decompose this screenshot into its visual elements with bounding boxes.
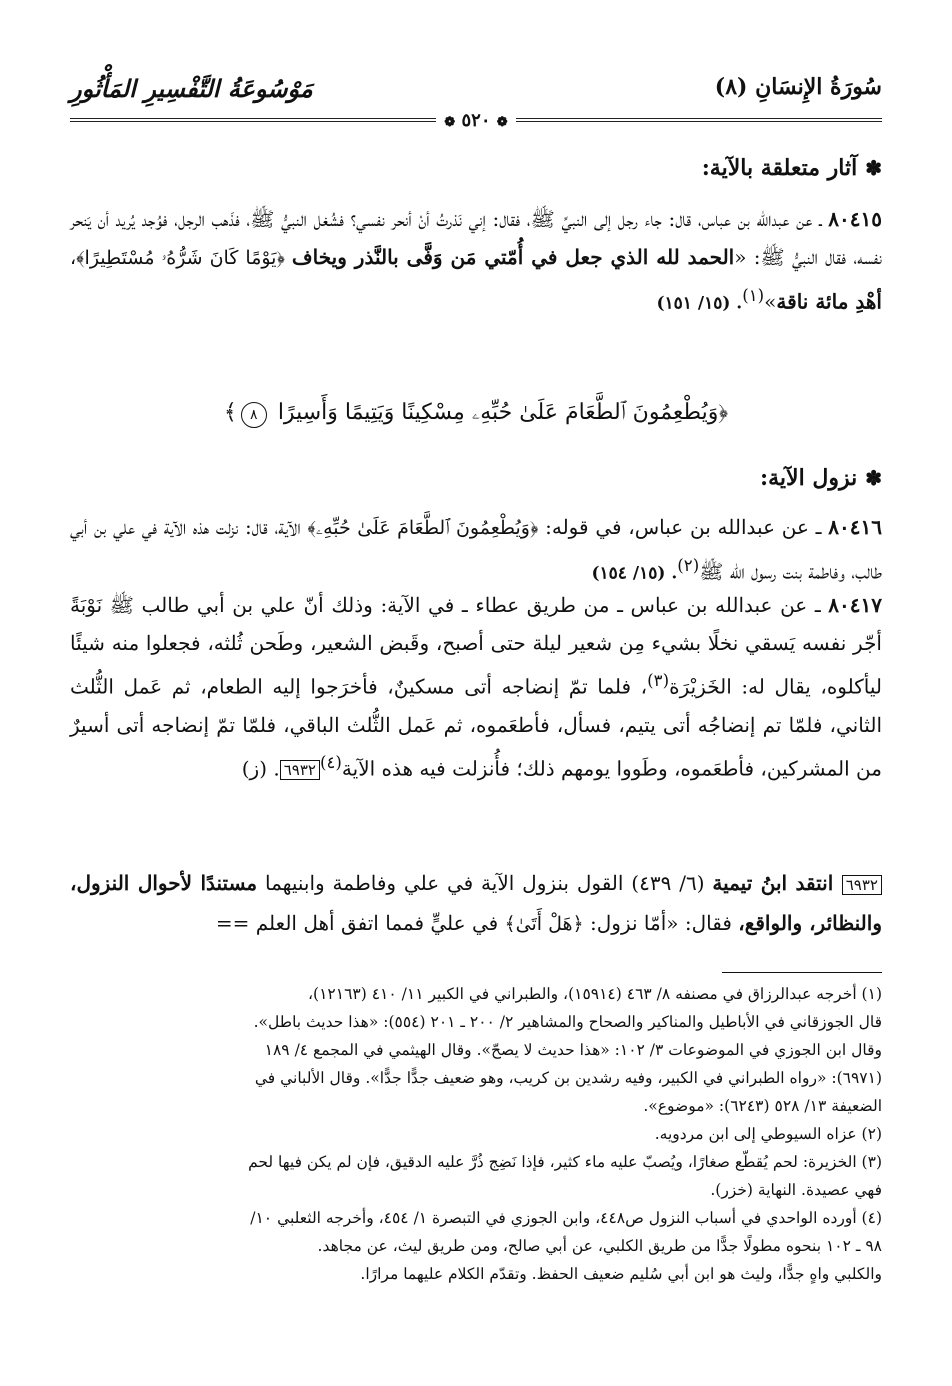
section-heading: ✽آثار متعلقة بالآية: (701, 155, 882, 181)
footnote-line: فهي عصيدة. النهاية (خزر). (710, 1181, 882, 1199)
athar-number: ٨٠٤١٥ (828, 207, 882, 231)
footnote-line: الضعيفة ١٣/ ٥٢٨ (٦٢٤٣): «موضوع». (643, 1097, 882, 1115)
footnote-line: والكلبي واهٍ جدًّا، وليث هو ابن أبي سُليم ضعيف الحفظ. وتقدّم الكلام عليهما مرارًا. (360, 1265, 882, 1283)
section-heading: ✽نزول الآية: (760, 465, 882, 491)
footnotes (70, 980, 882, 1288)
quran-quote: ﴿وَيُطْعِمُونَ ٱلطَّعَامَ عَلَىٰ حُبِّهِۦ﴾ (307, 517, 539, 539)
footnote-line: وقال ابن الجوزي في الموضوعات ٣/ ١٠٢: «هذا حديث لا يصحّ». وقال الهيثمي في المجمع ٤/ ١٨٩ (264, 1041, 882, 1059)
footnote-line: (٦٩٧١): «رواه الطبراني في الكبير، وفيه رشدين بن كريب، وهو ضعيف جدًّا جدًّا». وقال الألباني في (254, 1069, 882, 1087)
scholar-note: ٦٩٣٢ انتقد ابنُ تيمية (٦/ ٤٣٩) القول بنزول الآية في علي وفاطمة وابنيهما مستندًا لأحوال النزول، والنظائر، والواقع، فقال: «أمّا نزول: ﴿هَلْ أَتَىٰ﴾ في عليٍّ فمما اتفق أهل العلم == (70, 871, 882, 935)
page (70, 60, 882, 1360)
ornament-icon: ❁ (496, 115, 508, 130)
note-number-box: ٦٩٣٢ (842, 875, 882, 895)
footnote-line: (٣) الخزيرة: لحم يُقطّع صغارًا، ويُصبّ عليه ماء كثير، فإذا نَضِج ذُرَّ عليه الدقيق، فإن لم يكن فيها لحم (248, 1153, 882, 1171)
athar-number: ٨٠٤١٦ (828, 515, 882, 539)
footnote-line: (٢) عزاه السيوطي إلى ابن مردويه. (654, 1125, 882, 1143)
volume-reference: . (١٥/ ١٥١) (656, 293, 743, 314)
volume-reference: . (١٥/ ١٥٤) (591, 563, 678, 584)
quran-quote: ﴿يَوْمًا كَانَ شَرُّهُۥ مُسْتَطِيرًا﴾، (70, 247, 292, 269)
page-number: ٥٢٠ (461, 110, 491, 131)
footnote-line: (١) أخرجه عبدالرزاق في مصنفه ٨/ ٤٦٣ (١٥٩١٤)، والطبراني في الكبير ١١/ ٤١٠ (١٢١٦٣)، (308, 985, 882, 1003)
surah-header: سُورَةُ الإِنسَانِ (٨) (714, 74, 882, 100)
athar-number: ٨٠٤١٧ (828, 593, 882, 617)
note-reference-box: ٦٩٣٢ (280, 760, 320, 780)
footnote-marker: (١) (742, 286, 765, 305)
athar-80416: ٨٠٤١٦ ـ عن عبدالله بن عباس، في قوله: ﴿وَيُطْعِمُونَ ٱلطَّعَامَ عَلَىٰ حُبِّهِۦ﴾ الآية، قال: نزلت هذه الآية في علي بن أبي طالب، وفاطمة بنت رسول الله ﷺ$^{(٢)}$. (١٥/ ١٥٤) (70, 515, 882, 584)
footnote-separator (722, 972, 882, 973)
footnote-line: ٩٨ ـ ١٠٢ بنحوه مطولًا جدًّا من طريق الكلبي، عن أبي صالح، ومن طريق ليث، عن مجاهد. (317, 1237, 882, 1255)
flower-icon: ✽ (865, 466, 882, 490)
page-number-box (436, 110, 515, 131)
footnote-marker: (٢) (677, 556, 700, 575)
quran-verse: ﴿وَيُطْعِمُونَ ٱلطَّعَامَ عَلَىٰ حُبِّهِۦ مِسْكِينًا وَيَتِيمًا وَأَسِيرًا ٨﴾ (70, 400, 882, 428)
flower-icon: ✽ (865, 156, 882, 180)
footnote-line: قال الجوزقاني في الأباطيل والمناكير والصحاح والمشاهير ٢/ ٢٠٠ ـ ٢٠١ (٥٥٤): «هذا حديث باطل». (253, 1013, 882, 1031)
ayah-number: ٨ (241, 402, 267, 428)
footnote-marker: (٤) (319, 752, 342, 772)
page-header (70, 74, 882, 131)
book-title: مَوْسُوعَةُ التَّفْسِيرِ المَأْثُورِ (70, 74, 313, 103)
athar-80415: ٨٠٤١٥ ـ عن عبدالله بن عباس، قال: جاء رجل إلى النبيِّ ﷺ، فقال: إني نَذرتُ أنْ أنحر نفسي؟ فشُغل النبيُّ ﷺ، فذَهب الرجل، فوُجد يُريد أن يَنحر نفسه، فقال النبيُّ ﷺ: «الحمد لله الذي جعل في أُمّتي مَن وَفَّى بالنَّذر ويخاف ﴿يَوْمًا كَانَ شَرُّهُۥ مُسْتَطِيرًا﴾، أهْدِ مائة ناقة»$^{(١)}$. (١٥/ ١٥١) (70, 207, 882, 314)
ornament-icon: ❁ (444, 115, 456, 130)
hadith-bold-text: الحمد لله الذي جعل في أُمّتي مَن وَفَّى بالنَّذر ويخاف (291, 245, 735, 269)
footnote-marker: (٣) (647, 671, 670, 690)
quran-quote: ﴿هَلْ أَتَىٰ﴾ (504, 913, 584, 935)
footnote-line: (٤) أورده الواحدي في أسباب النزول ص٤٤٨، وابن الجوزي في التبصرة ١/ ٤٥٤، وأخرجه الثعلبي ١٠/ (250, 1209, 882, 1227)
athar-80417: ٨٠٤١٧ ـ عن عبدالله بن عباس ـ من طريق عطاء ـ في الآية: وذلك أنّ علي بن أبي طالب ﷺ نَوْبَةً أجّر نفسه يَسقي نخلًا بشيء مِن شعير ليلة حتى أصبح، وقَبض الشعير، وطَحن ثُلثه، فجعلوا منه شيئًا ليأكلوه، يقال له: الخَزيْرَة$^{(٣)}$، فلما تمّ إنضاجه أتى مسكينٌ، فأخرَجوا إليه الطعام، ثم عَمل الثُّلث الثاني، فلمّا تم إنضاجُه أتى يتيم، فسأل، فأطعَموه، ثم عَمل الثُّلث الباقي، فلمّا تمّ إنضاجه أتى أسيرٌ من المشركين، فأطعَموه، وطَووا يومهم ذلك؛ فأُنزلت فيه هذه الآية$^{(٤)}$٦٩٣٢. (ز) (70, 593, 883, 781)
